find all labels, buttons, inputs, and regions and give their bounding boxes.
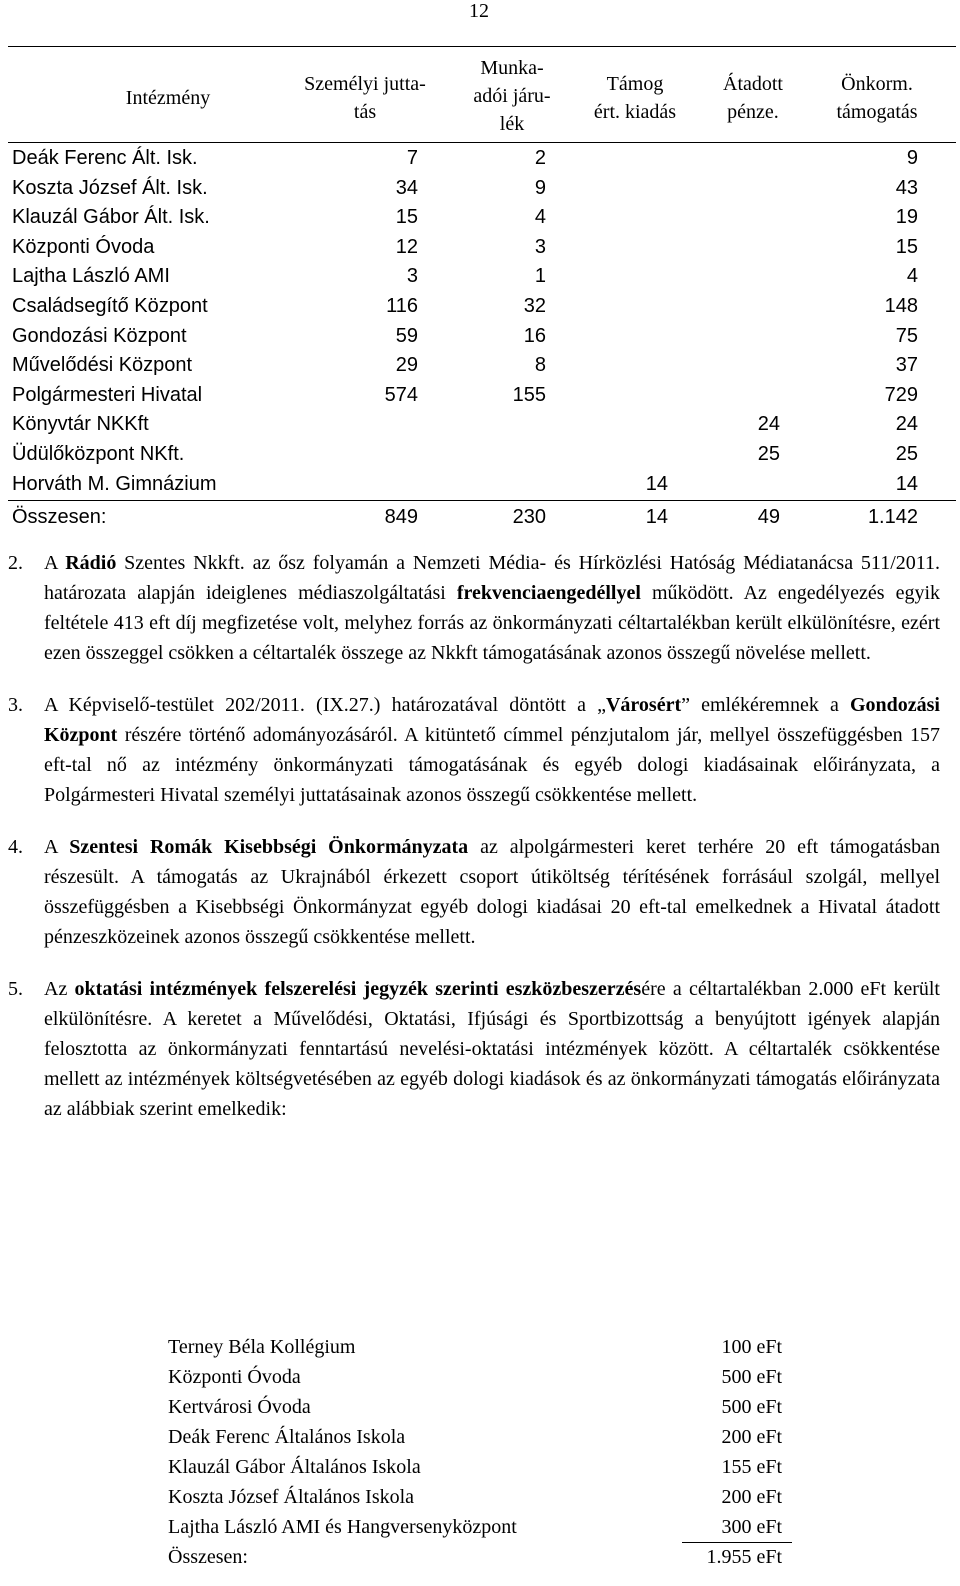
table-row (8, 202, 956, 232)
row-value: 32 (523, 294, 546, 317)
allocation-row (168, 1452, 794, 1482)
row-value: 4 (534, 206, 546, 229)
paragraph-number: 3. (8, 694, 23, 716)
header-transferred: Átadott pénze. (723, 73, 783, 123)
table-row (8, 350, 956, 380)
row-value: 2 (534, 147, 546, 169)
row-value: 4 (906, 265, 918, 288)
allocation-amount: 200 eFt (721, 1486, 782, 1508)
table-row (8, 469, 956, 499)
row-label: Gondozási Központ (12, 324, 187, 347)
allocation-amount: 100 eFt (721, 1336, 782, 1358)
row-value: 14 (645, 472, 668, 495)
row-value: 12 (395, 235, 418, 258)
row-value: 9 (906, 147, 918, 169)
row-value: 24 (757, 413, 780, 436)
row-value: 3 (534, 235, 546, 258)
allocation-name: Terney Béla Kollégium (168, 1336, 356, 1358)
row-value: 25 (757, 442, 780, 465)
row-value: 116 (386, 294, 418, 317)
row-value: 43 (895, 176, 918, 199)
text-body (8, 548, 940, 1146)
allocation-row (168, 1392, 794, 1422)
paragraph-4: 4. A Szentesi Romák Kisebbségi Önkormányzata az alpolgármesteri keret terhére 20 eft támogatásban részesült. A támogatás az Ukrajnából érkezett csoport útiköltség térítésének forrásául szolgál, mellyel összefüggésben a Kisebbségi Önkormányzat egyéb dologi kiadásai 20 eft-tal emelkednek a Hivatal átadott pénzeszközeinek azonos összegű csökkentése mellett. (8, 832, 940, 952)
paragraph-2: 2. A Rádió Szentes Nkkft. az ősz folyamán a Nemzeti Média- és Hírközlési Hatóság Médiatanácsa 511/2011. határozata alapján ideiglenes médiaszolgáltatási frekvenciaengedéllyel működött. Az engedélyezés egyik feltétele 413 eft díj megfizetése volt, melyhez forrás az önkormányzati céltartalékban került elkülönítésre, ezért ezen összeggel csökken a céltartalék összege az Nkkft támogatásának azonos összegű növelése mellett. (8, 548, 940, 668)
paragraph-number: 5. (8, 978, 23, 1000)
allocation-list (168, 1332, 794, 1572)
row-value: 75 (895, 324, 918, 347)
row-label: Horváth M. Gimnázium (12, 472, 217, 495)
allocation-name: Deák Ferenc Általános Iskola (168, 1426, 406, 1448)
table-total-row (8, 500, 956, 531)
allocation-name: Kertvárosi Óvoda (168, 1396, 311, 1418)
row-value: 19 (895, 206, 918, 229)
allocation-total-row (168, 1542, 794, 1572)
allocation-row (168, 1422, 794, 1452)
allocation-total-amount: 1.955 eFt (706, 1546, 782, 1568)
allocation-row (168, 1362, 794, 1392)
table-row (8, 232, 956, 262)
header-institution: Intézmény (125, 87, 211, 109)
table-row (8, 291, 956, 321)
row-label: Központi Óvoda (12, 235, 155, 258)
row-value: 8 (534, 354, 546, 377)
row-label: Koszta József Ált. Isk. (12, 176, 208, 199)
row-value: 148 (884, 294, 918, 317)
row-value: 59 (395, 324, 418, 347)
row-value: 1.142 (867, 506, 918, 529)
allocation-name: Klauzál Gábor Általános Iskola (168, 1456, 421, 1478)
allocation-rows (168, 1332, 794, 1542)
row-value: 25 (895, 442, 918, 465)
row-label: Családsegítő Központ (12, 294, 208, 317)
row-label: Üdülőközpont NKft. (12, 442, 185, 465)
row-value: 574 (384, 383, 418, 406)
row-value: 15 (895, 235, 918, 258)
row-value: 34 (395, 176, 418, 199)
allocation-total-label: Összesen: (168, 1546, 248, 1568)
row-value: 1 (534, 265, 546, 288)
row-value: 37 (895, 354, 918, 377)
allocation-name: Lajtha László AMI és Hangversenyközpont (168, 1516, 517, 1538)
table-top-rule (8, 46, 956, 47)
page-number: 12 (469, 0, 489, 22)
table-row (8, 143, 956, 173)
paragraph-number: 2. (8, 552, 23, 574)
row-label: Polgármesteri Hivatal (12, 383, 203, 406)
table-row (8, 439, 956, 469)
allocation-row (168, 1512, 794, 1542)
table-row (8, 409, 956, 439)
paragraph-3: 3. A Képviselő-testület 202/2011. (IX.27.) határozatával döntött a „Városért” emlékéremnek a Gondozási Központ részére történő adományozásáról. A kitüntető címmel pénzjutalom jár, mellyel összefüggésben 157 eft-tal nő az intézmény önkormányzati támogatásának és egyéb dologi kiadásainak előirányzata, a Polgármesteri Hivatal személyi juttatásainak azonos összegű csökkentése mellett. (8, 690, 940, 810)
allocation-name: Központi Óvoda (168, 1366, 301, 1388)
row-value: 24 (895, 413, 918, 436)
paragraph-number: 4. (8, 836, 23, 858)
allocation-row (168, 1482, 794, 1512)
row-value: 9 (534, 176, 546, 199)
row-label: Összesen: (12, 506, 107, 529)
row-value: 14 (895, 472, 918, 495)
header-municipal: Önkorm. támogatás (836, 73, 918, 123)
table-row (8, 380, 956, 410)
row-value: 849 (384, 506, 418, 529)
table-row (8, 173, 956, 203)
row-value: 14 (645, 506, 668, 529)
row-label: Könyvtár NKKft (12, 413, 149, 436)
row-label: Deák Ferenc Ált. Isk. (12, 147, 198, 169)
row-label: Lajtha László AMI (12, 265, 170, 288)
row-label: Művelődési Központ (12, 354, 193, 377)
row-value: 7 (406, 147, 418, 169)
allocation-amount: 500 eFt (721, 1366, 782, 1388)
header-support: Támog ért. kiadás (593, 73, 677, 123)
table-row (8, 261, 956, 291)
allocation-amount: 155 eFt (721, 1456, 782, 1478)
row-value: 155 (512, 383, 546, 406)
table-row (8, 321, 956, 351)
allocation-amount: 300 eFt (721, 1516, 782, 1538)
header-employer: Munka- adói járu- lék (473, 57, 551, 135)
row-label: Klauzál Gábor Ált. Isk. (12, 206, 210, 229)
allocation-amount: 200 eFt (721, 1426, 782, 1448)
allocation-amount: 500 eFt (721, 1396, 782, 1418)
allocation-row (168, 1332, 794, 1362)
paragraph-5: 5. Az oktatási intézmények felszerelési jegyzék szerinti eszközbeszerzésére a céltartalékban 2.000 eFt került elkülönítésre. A keretet a Művelődési, Oktatási, Ifjúsági és Sportbizottság a benyújtott igények alapján felosztotta az önkormányzati fenntartású nevelési-oktatási intézmények között. A céltartalék csökkentése mellett az intézmények költségvetésében az egyéb dologi kiadások és az önkormányzati támogatás előirányzata az alábbiak szerint emelkedik: (8, 974, 940, 1124)
row-value: 3 (406, 265, 418, 288)
allocation-name: Koszta József Általános Iskola (168, 1486, 415, 1508)
row-value: 729 (884, 383, 918, 406)
row-value: 29 (395, 354, 418, 377)
row-value: 15 (395, 206, 418, 229)
table-body (8, 143, 956, 531)
row-value: 230 (512, 506, 546, 529)
header-personal: Személyi jutta- tás (304, 73, 426, 123)
row-value: 16 (523, 324, 546, 347)
row-value: 49 (757, 506, 780, 529)
